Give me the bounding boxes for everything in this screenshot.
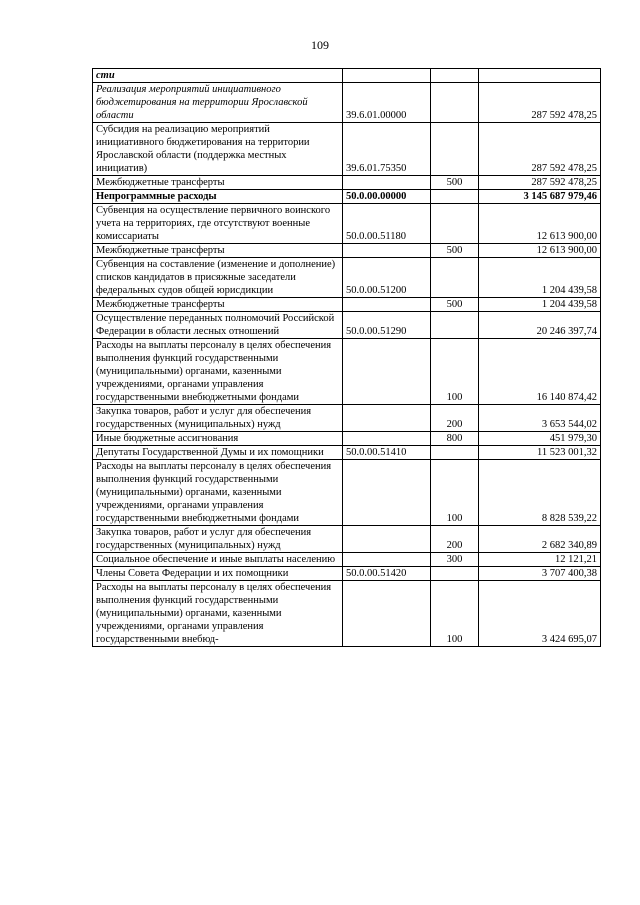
row-expense-type <box>431 190 479 204</box>
row-code <box>343 176 431 190</box>
row-amount <box>479 69 601 83</box>
table-row <box>93 123 601 176</box>
row-expense-type: 300 <box>431 553 479 567</box>
row-amount: 11 523 001,32 <box>479 446 601 460</box>
row-code: 50.0.00.51180 <box>343 204 431 244</box>
row-code: 39.6.01.75350 <box>343 123 431 176</box>
table-row <box>93 69 601 83</box>
table-row <box>93 581 601 647</box>
table-row <box>93 176 601 190</box>
table-row <box>93 432 601 446</box>
table-row <box>93 190 601 204</box>
row-code <box>343 339 431 405</box>
row-expense-type: 500 <box>431 244 479 258</box>
row-expense-type <box>431 69 479 83</box>
row-amount: 12 121,21 <box>479 553 601 567</box>
row-amount: 1 204 439,58 <box>479 298 601 312</box>
row-expense-type <box>431 312 479 339</box>
row-name: Межбюджетные трансферты <box>93 244 343 258</box>
row-amount: 8 828 539,22 <box>479 460 601 526</box>
row-name: сти <box>93 69 343 83</box>
row-amount: 3 145 687 979,46 <box>479 190 601 204</box>
row-name: Социальное обеспечение и иные выплаты населению <box>93 553 343 567</box>
row-expense-type: 800 <box>431 432 479 446</box>
row-code <box>343 460 431 526</box>
row-code: 50.0.00.00000 <box>343 190 431 204</box>
table-row <box>93 339 601 405</box>
row-amount: 20 246 397,74 <box>479 312 601 339</box>
row-expense-type <box>431 567 479 581</box>
row-name: Депутаты Государственной Думы и их помощники <box>93 446 343 460</box>
table-row <box>93 553 601 567</box>
row-expense-type: 100 <box>431 339 479 405</box>
row-name: Реализация мероприятий инициативного бюджетирования на территории Ярославской области <box>93 83 343 123</box>
row-expense-type: 100 <box>431 460 479 526</box>
row-expense-type <box>431 204 479 244</box>
row-expense-type <box>431 258 479 298</box>
row-name: Субвенция на составление (изменение и дополнение) списков кандидатов в присяжные заседатели федеральных судов общей юрисдикции <box>93 258 343 298</box>
budget-table <box>92 68 601 647</box>
page-number: 109 <box>311 38 329 52</box>
table-row <box>93 298 601 312</box>
row-expense-type <box>431 123 479 176</box>
row-expense-type <box>431 83 479 123</box>
row-name: Непрограммные расходы <box>93 190 343 204</box>
row-code <box>343 298 431 312</box>
row-amount: 12 613 900,00 <box>479 244 601 258</box>
row-amount: 16 140 874,42 <box>479 339 601 405</box>
table-row <box>93 204 601 244</box>
row-name: Закупка товаров, работ и услуг для обеспечения государственных (муниципальных) нужд <box>93 526 343 553</box>
row-expense-type: 200 <box>431 405 479 432</box>
row-expense-type: 500 <box>431 298 479 312</box>
row-name: Расходы на выплаты персоналу в целях обеспечения выполнения функций государственными (муниципальными) органами, казенными учреждениями, органами управления государственными внебюджетными фондами <box>93 339 343 405</box>
row-amount: 3 653 544,02 <box>479 405 601 432</box>
row-name: Межбюджетные трансферты <box>93 176 343 190</box>
table-row <box>93 83 601 123</box>
row-code: 39.6.01.00000 <box>343 83 431 123</box>
row-code: 50.0.00.51200 <box>343 258 431 298</box>
row-expense-type <box>431 446 479 460</box>
row-amount: 287 592 478,25 <box>479 176 601 190</box>
table-row <box>93 567 601 581</box>
row-code: 50.0.00.51410 <box>343 446 431 460</box>
row-expense-type: 200 <box>431 526 479 553</box>
row-amount: 451 979,30 <box>479 432 601 446</box>
row-code <box>343 244 431 258</box>
table-row <box>93 460 601 526</box>
row-name: Закупка товаров, работ и услуг для обеспечения государственных (муниципальных) нужд <box>93 405 343 432</box>
row-amount: 287 592 478,25 <box>479 123 601 176</box>
budget-table-body <box>93 69 601 647</box>
row-name: Субвенция на осуществление первичного воинского учета на территориях, где отсутствуют военные комиссариаты <box>93 204 343 244</box>
row-code <box>343 69 431 83</box>
row-code <box>343 526 431 553</box>
table-row <box>93 312 601 339</box>
table-row <box>93 446 601 460</box>
table-row <box>93 526 601 553</box>
row-expense-type: 500 <box>431 176 479 190</box>
row-name: Субсидия на реализацию мероприятий инициативного бюджетирования на территории Ярославской области (поддержка местных инициатив) <box>93 123 343 176</box>
row-amount: 2 682 340,89 <box>479 526 601 553</box>
row-amount: 1 204 439,58 <box>479 258 601 298</box>
table-row <box>93 258 601 298</box>
row-amount: 12 613 900,00 <box>479 204 601 244</box>
row-amount: 287 592 478,25 <box>479 83 601 123</box>
row-code <box>343 432 431 446</box>
row-expense-type: 100 <box>431 581 479 647</box>
row-name: Иные бюджетные ассигнования <box>93 432 343 446</box>
table-row <box>93 244 601 258</box>
row-name: Члены Совета Федерации и их помощники <box>93 567 343 581</box>
row-name: Расходы на выплаты персоналу в целях обеспечения выполнения функций государственными (муниципальными) органами, казенными учреждениями, органами управления государственными внебюд- <box>93 581 343 647</box>
row-amount: 3 707 400,38 <box>479 567 601 581</box>
row-code <box>343 581 431 647</box>
table-row <box>93 405 601 432</box>
row-code <box>343 405 431 432</box>
row-amount: 3 424 695,07 <box>479 581 601 647</box>
row-name: Осуществление переданных полномочий Российской Федерации в области лесных отношений <box>93 312 343 339</box>
row-code <box>343 553 431 567</box>
row-code: 50.0.00.51420 <box>343 567 431 581</box>
row-name: Расходы на выплаты персоналу в целях обеспечения выполнения функций государственными (муниципальными) органами, казенными учреждениями, органами управления государственными внебюджетными фондами <box>93 460 343 526</box>
row-code: 50.0.00.51290 <box>343 312 431 339</box>
row-name: Межбюджетные трансферты <box>93 298 343 312</box>
